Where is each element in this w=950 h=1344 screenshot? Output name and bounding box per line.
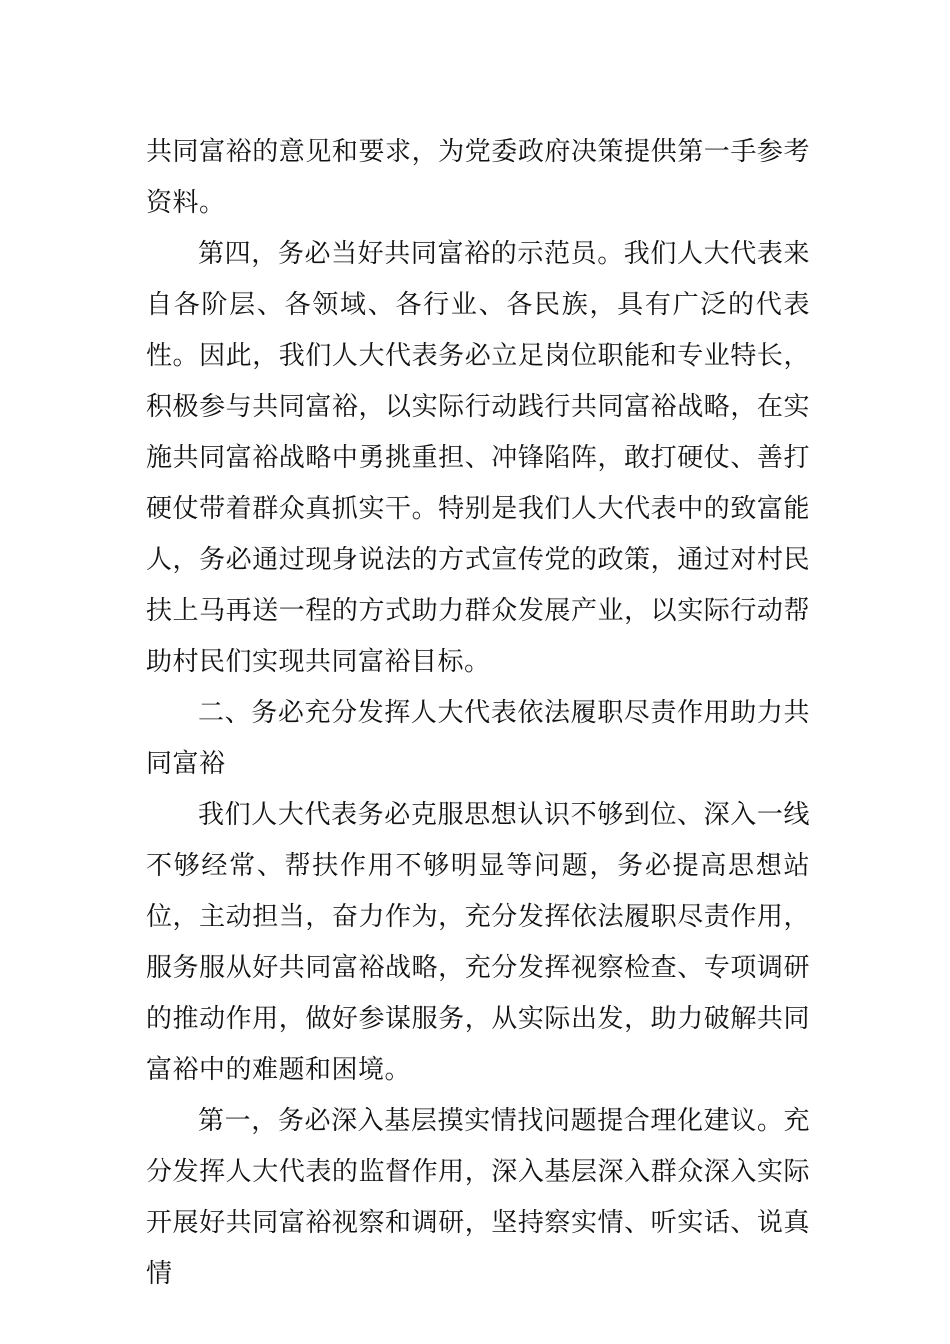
paragraph-section-intro: 我们人大代表务必克服思想认识不够到位、深入一线不够经常、帮扶作用不够明显等问题，务必提高思想站位，主动担当，奋力作为，充分发挥依法履职尽责作用，服务服从好共同富裕战略，充分发挥视察检查、专项调研的推动作用，做好参谋服务，从实际出发，助力破解共同富裕中的难题和困境。 [146, 800, 810, 1085]
paragraph-fourth-point: 第四，务必当好共同富裕的示范员。我们人大代表来自各阶层、各领域、各行业、各民族，具有广泛的代表性。因此，我们人大代表务必立足岗位职能和专业特长，积极参与共同富裕，以实际行动践行共同富裕战略，在实施共同富裕战略中勇挑重担、冲锋陷阵，敢打硬仗、善打硬仗带着群众真抓实干。特别是我们人大代表中的致富能人，务必通过现身说法的方式宣传党的政策，通过对村民扶上马再送一程的方式助力群众发展产业，以实际行动帮助村民们实现共同富裕目标。 [146, 239, 810, 677]
section-heading-two: 二、务必充分发挥人大代表依法履职尽责作用助力共同富裕 [146, 698, 810, 779]
paragraph-continuation: 共同富裕的意见和要求，为党委政府决策提供第一手参考资料。 [146, 137, 810, 218]
document-body [146, 127, 810, 1300]
paragraph-first-point: 第一，务必深入基层摸实情找问题提合理化建议。充分发挥人大代表的监督作用，深入基层深入群众深入实际开展好共同富裕视察和调研，坚持察实情、听实话、说真情 [146, 1106, 810, 1289]
